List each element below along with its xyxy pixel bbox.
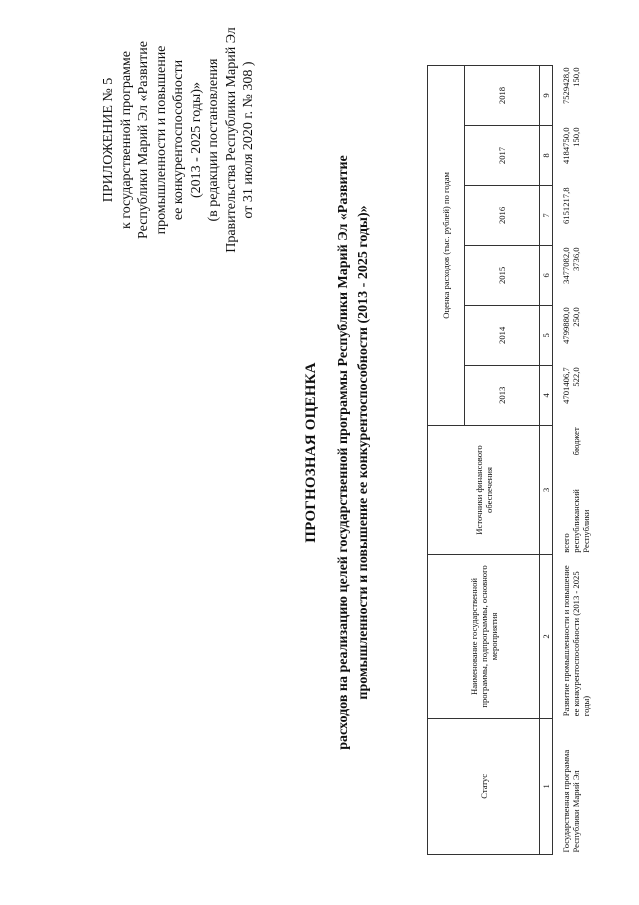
row-status: Государственная программа Республики Марий Эл xyxy=(561,749,581,853)
row-sources xyxy=(553,425,593,554)
row-name: Развитие промышленности и повышение ее конкурентоспособности (2013 - 2025 годы) xyxy=(561,565,591,717)
column-number: 1 xyxy=(540,718,553,854)
appendix-line: ее конкурентоспособности xyxy=(171,59,186,221)
estimate-table xyxy=(427,65,592,855)
year-cell xyxy=(553,365,593,425)
appendix-line: (2013 - 2025 годы)» xyxy=(188,82,204,199)
column-number: 9 xyxy=(540,66,553,126)
year-cell xyxy=(553,245,593,305)
year-cell xyxy=(553,305,593,365)
appendix-block xyxy=(100,0,258,305)
subtitle-line-1: расходов на реализацию целей государственной программы Республики Марий Эл «Развитие xyxy=(336,155,351,750)
header-year: 2014 xyxy=(465,305,540,365)
budget-value: 250,0 xyxy=(571,307,581,327)
total-value: 7529428,0 xyxy=(561,67,571,105)
total-value: 4701406,7 xyxy=(561,367,571,404)
column-number: 2 xyxy=(540,555,553,719)
total-value: 6151217,8 xyxy=(561,187,571,224)
column-number: 4 xyxy=(540,365,553,425)
appendix-line: от 31 июля 2020 г. № 308 ) xyxy=(241,61,256,219)
year-cell xyxy=(553,126,593,186)
header-status: Статус xyxy=(428,718,540,854)
document-subtitle xyxy=(334,80,374,825)
header-year: 2017 xyxy=(465,126,540,186)
appendix-line: (в редакции постановления xyxy=(206,58,221,222)
header-name: Наименование государственной программы, подпрограммы, основного мероприятия xyxy=(428,555,540,719)
subtitle-line-2: промышленности и повышение ее конкурентоспособности (2013 - 2025 годы)» xyxy=(356,205,371,700)
total-value: 4184750,0 xyxy=(561,127,571,165)
budget-value: 150,0 xyxy=(571,67,581,87)
table-row xyxy=(553,66,593,855)
budget-value: 150,0 xyxy=(571,127,581,147)
header-year: 2015 xyxy=(465,245,540,305)
header-estimate: Оценка расходов (тыс. рублей) по годам xyxy=(428,66,465,426)
appendix-line: к государственной программе xyxy=(118,51,134,229)
column-number: 6 xyxy=(540,245,553,305)
header-year: 2013 xyxy=(465,365,540,425)
budget-value: 3736,0 xyxy=(571,247,581,272)
budget-value: 522,0 xyxy=(571,367,581,387)
total-value: 3477082,0 xyxy=(561,247,571,284)
column-number-row xyxy=(540,66,553,855)
source-total: всего xyxy=(561,533,571,553)
column-number: 3 xyxy=(540,425,553,554)
source-republic-budget: республиканский бюджет Республики xyxy=(571,427,591,553)
appendix-line: промышленности и повышение xyxy=(153,45,169,235)
column-number: 8 xyxy=(540,126,553,186)
document-title: ПРОГНОЗНАЯ ОЦЕНКА xyxy=(303,362,319,543)
column-number: 5 xyxy=(540,305,553,365)
header-year: 2016 xyxy=(465,185,540,245)
total-value: 4799880,0 xyxy=(561,307,571,344)
header-source: Источники финансового обеспечения xyxy=(428,425,540,554)
appendix-line: Правительства Республики Марий Эл xyxy=(223,27,239,253)
header-year: 2018 xyxy=(465,66,540,126)
column-number: 7 xyxy=(540,185,553,245)
year-cell xyxy=(553,185,593,245)
appendix-line: Республики Марий Эл «Развитие xyxy=(136,41,151,239)
appendix-line: ПРИЛОЖЕНИЕ № 5 xyxy=(101,77,116,203)
year-cell xyxy=(553,66,593,126)
